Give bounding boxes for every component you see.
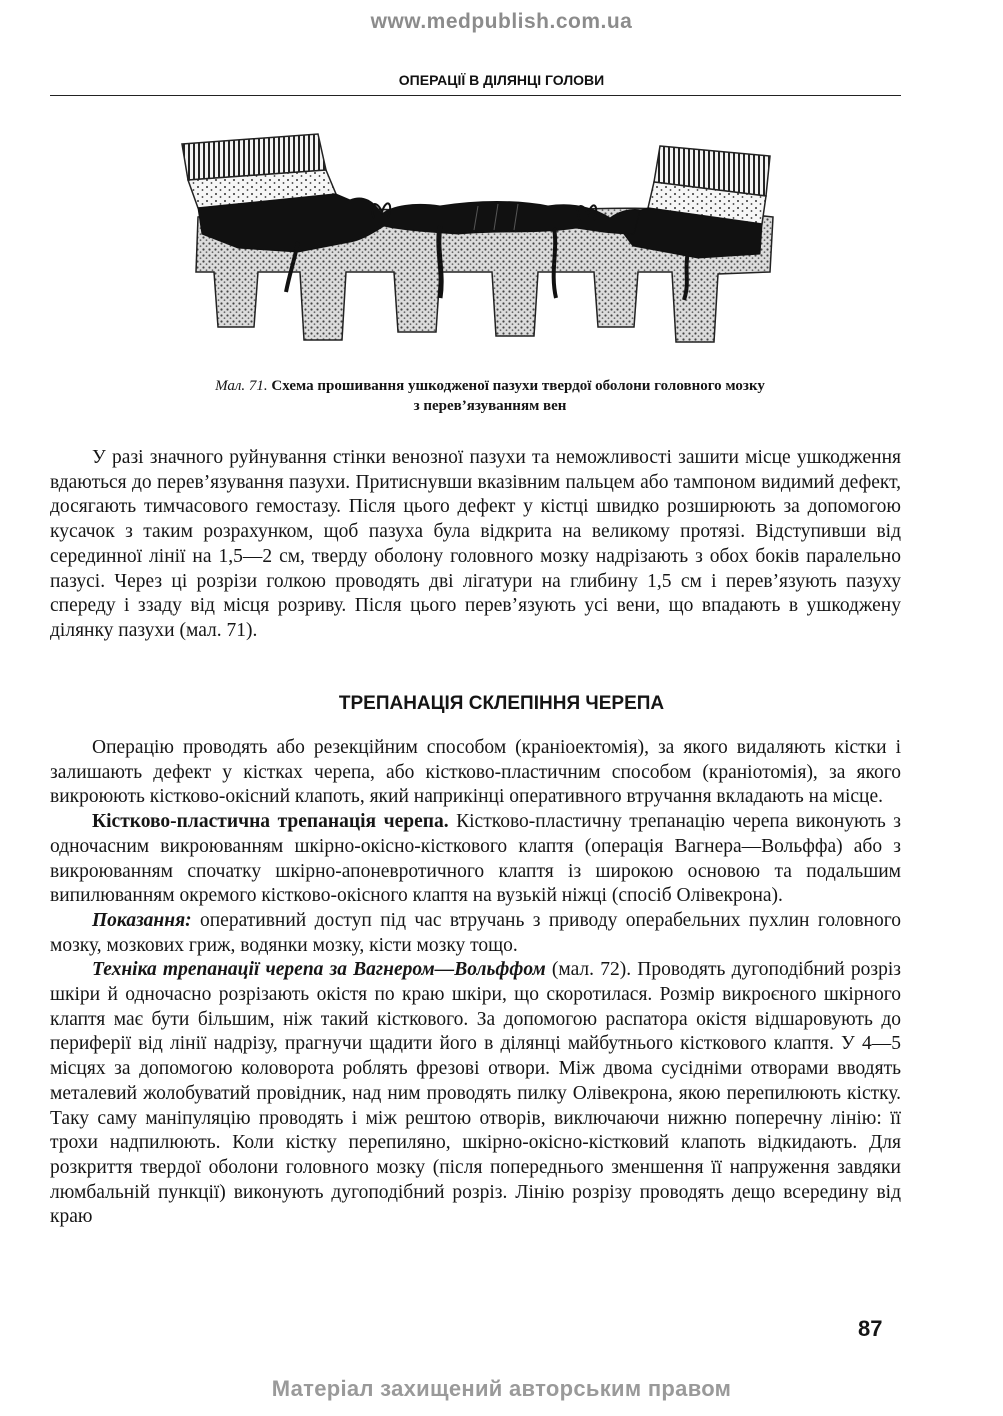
paragraph-osteoplastic-text: Кістково-пластичну трепанацію черепа виконують з одночасним викроюванням шкірно-окісно-кісткового клаптя (операція Вагнера—Вольффа) або з викроюванням спочатку шкірно-апоневротичного клаптя із широкою основою та подальшим випилюванням окремого кістково-окісного клаптя на вузькій ніжці (спосіб Олівекрона). — [50, 811, 902, 907]
figure-caption — [100, 376, 880, 416]
paragraph-indications — [50, 909, 901, 958]
paragraph-osteoplastic — [50, 810, 901, 909]
figure-caption-line2: з перев’язуванням вен — [413, 398, 567, 414]
figure-caption-label: Мал. 71. — [215, 378, 268, 394]
running-head: ОПЕРАЦІЇ В ДІЛЯНЦІ ГОЛОВИ — [398, 72, 605, 88]
paragraph-indications-text: оперативний доступ під час втручань з приводу операбельних пухлин головного мозку, мозкових гриж, водянки мозку, кісти мозку тощо. — [50, 909, 901, 956]
page-number: 87 — [858, 1316, 883, 1341]
figure-sinus-ligation — [178, 122, 778, 364]
header-rule — [50, 95, 901, 96]
paragraph-methods: Операцію проводять або резекційним способом (краніоектомія), за якого видаляють кістки і залишають дефект у кістках черепа, або кістково-пластичним способом (краніотомія), за якого викроюють кістково-окісний клапоть, який наприкінці оперативного втручання вкладають на місце. — [50, 737, 901, 808]
paragraph-sinus-ligation: У разі значного руйнування стінки венозної пазухи та неможливості зашити місце ушкодження вдаються до перев’язування пазухи. Притиснувши вказівним пальцем або тампоном видимий дефект, досягають тимчасового гемостазу. Після цього дефект у кістці швидко розширюють за допомогою кусачок з таким розрахунком, щоб пазуха була відкрита на великому протязі. Відступивши від серединної лінії на 1,5—2 см, тверду оболону головного мозку надрізають з обох боків паралельно пазусі. Через ці розрізи голкою проводять дві лігатури на глибину 1,5 см і перев’язують пазуху спереду і ззаду від місця розриву. Після цього перев’язують усі вени, що впадають в ушкоджену ділянку пазухи (мал. 71). — [50, 447, 901, 641]
upper-body-text — [50, 446, 901, 644]
paragraph-technique — [50, 958, 901, 1230]
lower-body-text — [50, 736, 901, 1230]
paragraph-technique-lead: Техніка трепанації черепа за Вагнером—Вольффом — [92, 959, 546, 981]
figure-caption-line1: Схема прошивання ушкодженої пазухи твердої оболони головного мозку — [271, 378, 765, 394]
website-watermark: www.medpublish.com.ua — [370, 10, 633, 33]
paragraph-technique-text: (мал. 72). Проводять дугоподібний розріз шкіри й одночасно розрізають окістя по краю шкіри, що скоротилася. Розмір викроєного шкірного клаптя має бути більшим, ніж такий кісткового. За допомогою распатора окістя відшаровують до периферії від лінії надрізу, прагнучи щадити його в ділянці майбутнього кісткового клаптя. У 4—5 місцях за допомогою коловорота роблять фрезові отвори. Між двома сусідніми отворами вводять металевий жолобуватий провідник, над ним проводять пилку Олівекрона, якою перепилюють кістку. Таку саму маніпуляцію проводять і між рештою отворів, виключаючи нижню поперечну лінію: її трохи надпилюють. Коли кістку перепиляно, шкірно-окісно-кістковий клапоть відкидають. Для розкриття твердої оболони головного мозку (після попереднього зменшення її напруження завдяки люмбальній пункції) виконують дугоподібний розріз. Лінію розрізу проводять дещо всередину від краю — [50, 959, 901, 1228]
paragraph-indications-lead: Показання: — [92, 909, 192, 931]
paragraph-osteoplastic-lead: Кістково-пластична трепанація черепа. — [92, 811, 449, 833]
section-title: ТРЕПАНАЦІЯ СКЛЕПІННЯ ЧЕРЕПА — [338, 693, 665, 714]
copyright-watermark: Матеріал захищений авторським правом — [271, 1376, 732, 1401]
